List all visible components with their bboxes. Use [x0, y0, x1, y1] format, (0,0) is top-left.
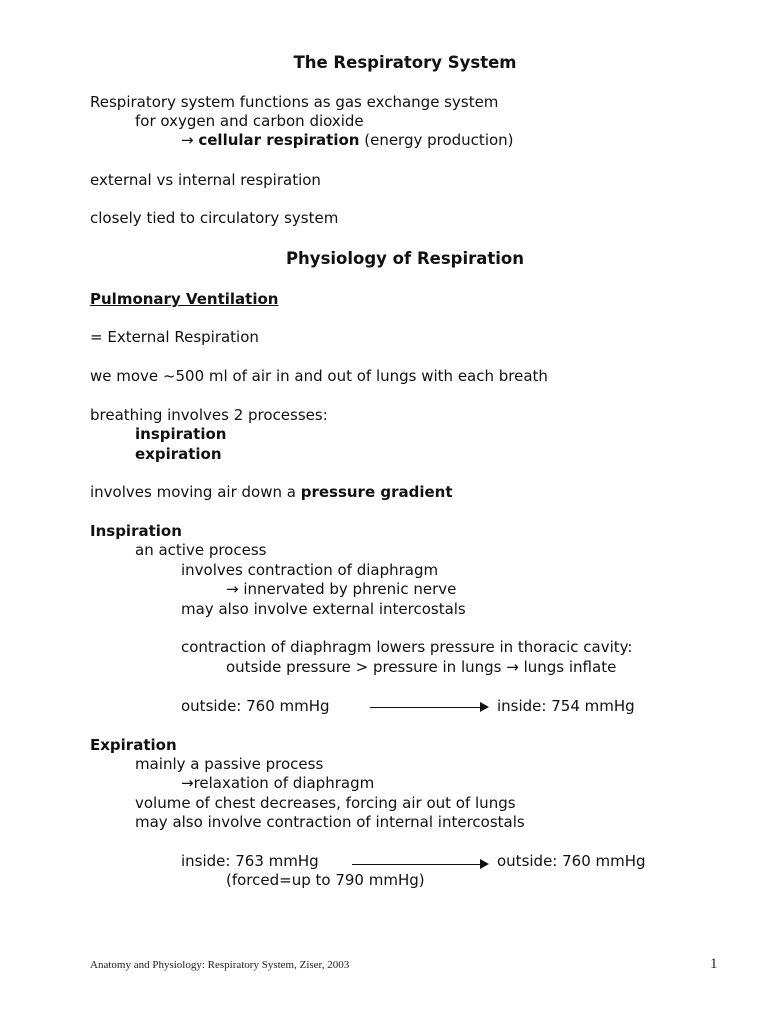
- expiration-arrow-line: [352, 864, 482, 865]
- page-number: 1: [710, 956, 718, 972]
- intro-line-1: Respiratory system functions as gas exchange system: [90, 93, 499, 111]
- gradient-prefix-text: involves moving air down a: [90, 483, 301, 501]
- pressure-gradient-line: [90, 483, 453, 502]
- circulatory-text: closely tied to circulatory system: [90, 209, 339, 227]
- lungs-inflate-line: [226, 658, 616, 677]
- intro-line-3: [181, 131, 514, 150]
- processes-text: breathing involves 2 processes:: [90, 406, 328, 424]
- phrenic-nerve-line: [226, 580, 456, 599]
- inspiration-outside-value: outside: 760 mmHg: [181, 697, 330, 715]
- relaxation-line: [181, 774, 374, 793]
- arrow-icon: →: [506, 658, 519, 676]
- expiration-term: expiration: [135, 445, 222, 463]
- expiration-arrow-head-icon: [480, 859, 489, 869]
- outside-pressure-text: outside pressure > pressure in lungs: [226, 658, 507, 676]
- external-internal-text: external vs internal respiration: [90, 171, 321, 189]
- physiology-heading: Physiology of Respiration: [285, 249, 525, 268]
- active-process-text: an active process: [135, 541, 267, 559]
- energy-production-text: (energy production): [359, 131, 514, 149]
- diaphragm-contraction-text: involves contraction of diaphragm: [181, 561, 439, 579]
- expiration-heading: Expiration: [90, 736, 177, 754]
- expiration-outside-value: outside: 760 mmHg: [497, 852, 646, 870]
- chest-volume-text: volume of chest decreases, forcing air out of lungs: [135, 794, 516, 812]
- relaxation-text: relaxation of diaphragm: [193, 774, 375, 792]
- cellular-respiration-text: cellular respiration: [198, 131, 360, 149]
- phrenic-nerve-text: innervated by phrenic nerve: [238, 580, 457, 598]
- inspiration-arrow-line: [370, 707, 482, 708]
- inspiration-inside-value: inside: 754 mmHg: [497, 697, 635, 715]
- arrow-icon: →: [226, 580, 239, 598]
- pulmonary-ventilation-heading: Pulmonary Ventilation: [90, 290, 279, 308]
- internal-intercostals-text: may also involve contraction of internal intercostals: [135, 813, 525, 831]
- pressure-gradient-text: pressure gradient: [300, 483, 453, 501]
- external-intercostals-text: may also involve external intercostals: [181, 600, 466, 618]
- external-respiration-text: = External Respiration: [90, 328, 259, 346]
- breath-volume-text: we move ~500 ml of air in and out of lungs with each breath: [90, 367, 548, 385]
- inspiration-arrow-head-icon: [480, 702, 489, 712]
- lungs-inflate-text: lungs inflate: [518, 658, 617, 676]
- expiration-inside-value: inside: 763 mmHg: [181, 852, 319, 870]
- inspiration-term: inspiration: [135, 425, 227, 443]
- forced-pressure-text: (forced=up to 790 mmHg): [226, 871, 425, 889]
- passive-process-text: mainly a passive process: [135, 755, 324, 773]
- page-title: The Respiratory System: [293, 53, 517, 72]
- page-footer: Anatomy and Physiology: Respiratory System, Ziser, 2003: [90, 959, 350, 971]
- inspiration-heading: Inspiration: [90, 522, 182, 540]
- intro-line-2: for oxygen and carbon dioxide: [135, 112, 364, 130]
- arrow-icon: →: [181, 131, 194, 149]
- thoracic-pressure-text: contraction of diaphragm lowers pressure in thoracic cavity:: [181, 638, 633, 656]
- arrow-icon: →: [181, 774, 194, 792]
